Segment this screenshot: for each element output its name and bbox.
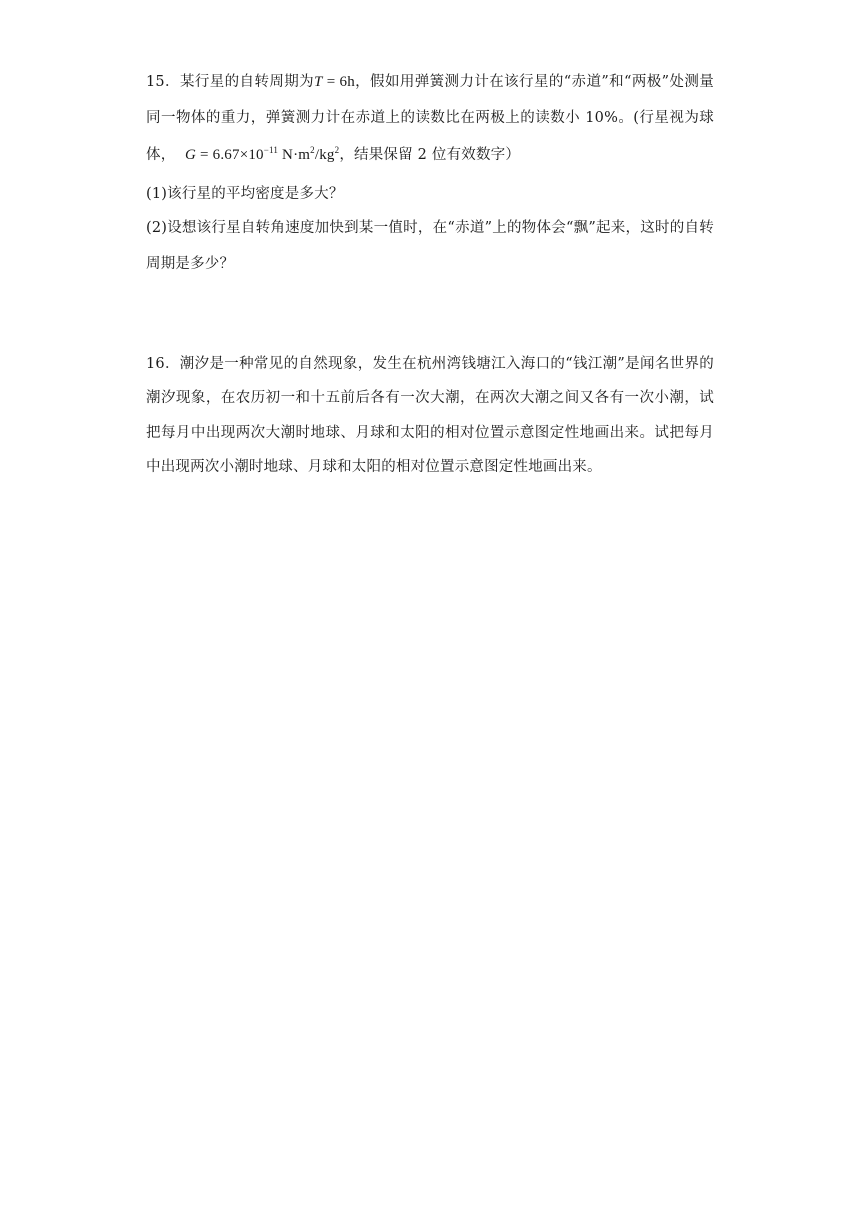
gravitational-constant-formula: $G = 6.67\times 10^{-11}$ $N\cdot m^2/kg^2$ bbox=[185, 145, 340, 163]
question-16-line-3: 把每月中出现两次大潮时地球、月球和太阳的相对位置示意图定性地画出来。试把每月 bbox=[146, 425, 714, 441]
question-15-line-2: 同一物体的重力，弹簧测力计在赤道上的读数比在两极上的读数小 10%。(行星视为球 bbox=[146, 110, 714, 126]
question-16-line-1: 16．潮汐是一种常见的自然现象，发生在杭州湾钱塘江入海口的“钱江潮”是闻名世界的 bbox=[146, 356, 714, 372]
question-15-line-1 bbox=[146, 72, 714, 92]
question-15-text-cont: ，假如用弹簧测力计在该行星的“赤道”和“两极”处测量 bbox=[354, 74, 714, 90]
question-15-subquestion-2-line-1: (2)设想该行星自转角速度加快到某一值时，在“赤道”上的物体会“飘”起来，这时的自转 bbox=[146, 220, 714, 236]
question-15-subquestion-2-line-2: 周期是多少？ bbox=[146, 256, 235, 272]
question-15-subquestion-1: (1)该行星的平均密度是多大？ bbox=[146, 186, 344, 202]
period-formula: T = 6h bbox=[314, 74, 355, 90]
question-15-line-3: 体， $G = 6.67\times 10^{-11}$ $N\cdot m^2/kg^2$，结果保留 2 位有效数字） bbox=[146, 145, 521, 163]
question-15-text: 15．某行星的自转周期为 bbox=[146, 74, 315, 90]
question-16-line-4: 中出现两次小潮时地球、月球和太阳的相对位置示意图定性地画出来。 bbox=[146, 459, 602, 475]
question-16-line-2: 潮汐现象，在农历初一和十五前后各有一次大潮，在两次大潮之间又各有一次小潮，试 bbox=[146, 390, 714, 406]
